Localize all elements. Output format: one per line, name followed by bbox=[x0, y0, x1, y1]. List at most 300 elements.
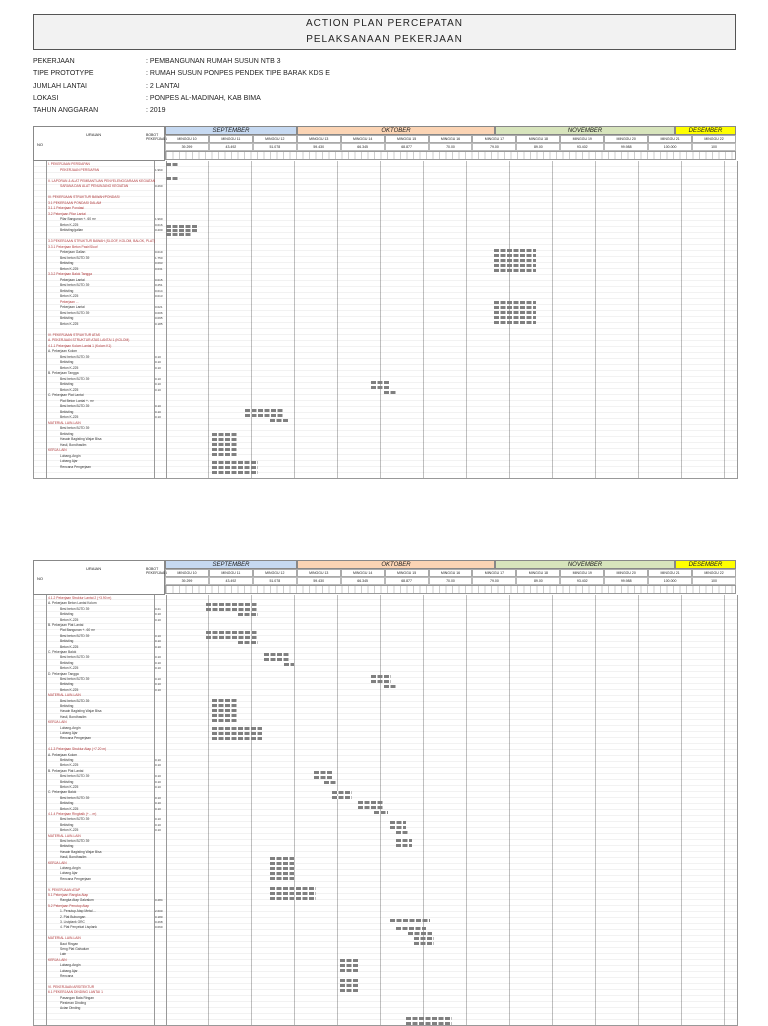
task-label: Bekisting bbox=[60, 316, 74, 320]
task-label: KERJA LAIN bbox=[48, 448, 67, 452]
task-label: KERJA LAIN bbox=[48, 720, 67, 725]
task-label: Bekisting bbox=[60, 382, 74, 386]
month-oktober: OKTOBER bbox=[297, 560, 495, 569]
task-label: Besi beton BJTD 39 bbox=[60, 404, 90, 408]
task-label: A. Pekerjaan Kolom bbox=[48, 349, 78, 353]
task-label: Beton K-225 bbox=[60, 785, 79, 789]
task-weight: 0.10 bbox=[155, 365, 161, 370]
info-label: LOKASI bbox=[33, 94, 59, 102]
task-weight: 0.21 bbox=[155, 606, 161, 611]
gantt-bar bbox=[358, 801, 384, 804]
info-label: PEKERJAAN bbox=[33, 58, 75, 65]
task-weight: 0.093 bbox=[155, 261, 163, 265]
week-label: MINGGU 18 bbox=[516, 135, 560, 143]
gantt-bar bbox=[166, 177, 179, 180]
gantt-bar bbox=[270, 887, 316, 890]
task-label: Pekerjaan Galian bbox=[60, 250, 86, 254]
task-label: Beton K-225 bbox=[60, 617, 79, 622]
gantt-bar bbox=[314, 771, 332, 774]
schedule-sheet-1 bbox=[33, 126, 736, 478]
task-weight: 0.10 bbox=[155, 660, 161, 665]
info-row bbox=[33, 56, 330, 68]
week-label: MINGGU 13 bbox=[297, 135, 341, 143]
gantt-bar bbox=[212, 433, 238, 436]
week-value: 93.402 bbox=[560, 143, 604, 151]
task-weight: 0.10 bbox=[155, 633, 161, 638]
week-label: MINGGU 22 bbox=[692, 135, 736, 143]
task-label: Besi beton BJTD 39 bbox=[60, 426, 90, 430]
task-weight: 0.10 bbox=[155, 795, 161, 800]
task-label: Besi beton BJTD 39 bbox=[60, 839, 90, 843]
week-value: 51.078 bbox=[253, 577, 297, 585]
week-value: 66.345 bbox=[341, 577, 385, 585]
info-row bbox=[33, 68, 330, 80]
gantt-bar bbox=[371, 381, 390, 384]
timeline-header bbox=[165, 560, 736, 595]
task-weight: 1.960 bbox=[155, 217, 163, 221]
task-label: 6.1 PEKERJAAN DINDING LANTAI 1 bbox=[48, 990, 103, 995]
task-label: 3.3.2 Pekerjaan Balok Tangga bbox=[48, 272, 92, 276]
gantt-bar bbox=[371, 386, 390, 389]
month-september: SEPTEMBER bbox=[165, 126, 297, 135]
week-value: 100 bbox=[692, 143, 736, 151]
week-value: 100 bbox=[692, 577, 736, 585]
info-value: : PEMBANGUNAN RUMAH SUSUN NTB 3 bbox=[146, 58, 281, 65]
col-bobot: BOBOT PEKERJAAN bbox=[146, 567, 167, 575]
gantt-bar bbox=[206, 608, 258, 611]
task-label: Baut Ringan bbox=[60, 941, 79, 946]
task-label: D. Pekerjaan Tangga bbox=[48, 671, 79, 676]
task-weight: 0.10 bbox=[155, 774, 161, 779]
task-label: Beton K-225 bbox=[60, 387, 79, 392]
gantt-bar bbox=[270, 897, 316, 900]
task-weight: 0.014 bbox=[155, 288, 163, 293]
task-weight: 0.10 bbox=[155, 644, 161, 649]
week-label: MINGGU 11 bbox=[209, 569, 253, 577]
task-label: B. Pekerjaan Tangga bbox=[48, 371, 79, 375]
week-value-row bbox=[165, 577, 736, 585]
month-november: NOVEMBER bbox=[495, 560, 675, 569]
task-label: Besi beton BJTD 39 bbox=[60, 774, 90, 779]
title-box bbox=[33, 14, 736, 50]
week-row bbox=[165, 135, 736, 143]
task-label: 3.3.1 Pekerjaan Beton Pasir/Sloof bbox=[48, 244, 98, 249]
task-label: Rangka Atap Galvalum bbox=[60, 898, 94, 903]
task-weight: 1.750 bbox=[155, 255, 163, 260]
gantt-bar bbox=[494, 254, 536, 257]
task-weight: 0.284 bbox=[155, 898, 163, 903]
task-label: Rencana Pengerjaan bbox=[60, 876, 91, 881]
week-value: 70.00 bbox=[429, 143, 473, 151]
task-label: Lubang-Angin bbox=[60, 963, 81, 968]
task-label: Plat Bangunan +- 60 m³ bbox=[60, 628, 95, 633]
week-label: MINGGU 14 bbox=[341, 135, 385, 143]
task-label: Lubang Ajar bbox=[60, 968, 78, 973]
task-label: Besi beton BJTD 39 bbox=[60, 283, 90, 287]
gantt-bar bbox=[166, 225, 198, 228]
task-label: 3.3 PEKERJAAN STRUKTUR BAWAH (SLOOF, KOLOM, BALOK, PLAT) bbox=[48, 239, 156, 243]
gantt-bar bbox=[340, 969, 358, 972]
task-label: 2. Plat Bubungan bbox=[60, 914, 86, 919]
week-value-row bbox=[165, 143, 736, 151]
task-label: Besi beton BJTD 39 bbox=[60, 795, 90, 800]
task-label: Pasangan Bata Ringan bbox=[60, 995, 94, 1000]
task-label: Bekisting bbox=[60, 409, 74, 414]
task-weight: 0.10 bbox=[155, 687, 161, 692]
task-label: SARANA DAN ALAT PENUNJANG KEGIATAN bbox=[60, 184, 129, 188]
task-label: Rencana Pengerjaan bbox=[60, 736, 91, 741]
task-label: 3.1 PEKERJAAN PONDASI DALAM bbox=[48, 200, 102, 205]
gantt-bar bbox=[212, 719, 238, 722]
task-weight: 0.015 bbox=[155, 277, 163, 282]
task-label: C. Pekerjaan Plat Lantai bbox=[48, 393, 84, 397]
gantt-bar bbox=[396, 927, 426, 930]
gantt-bar bbox=[270, 877, 296, 880]
task-label: Bekisting bbox=[60, 431, 74, 436]
week-label: MINGGU 16 bbox=[429, 569, 473, 577]
gantt-bar bbox=[264, 658, 289, 661]
task-weight: 0.200 bbox=[155, 228, 163, 232]
gantt-bar bbox=[340, 964, 358, 967]
week-value: 89.00 bbox=[516, 577, 560, 585]
week-value: 89.00 bbox=[516, 143, 560, 151]
week-label: MINGGU 22 bbox=[692, 569, 736, 577]
gantt-bar bbox=[166, 163, 179, 166]
col-uraian: URAIAN bbox=[86, 132, 102, 137]
week-label: MINGGU 20 bbox=[604, 135, 648, 143]
project-info bbox=[33, 56, 330, 117]
week-label: MINGGU 19 bbox=[560, 135, 604, 143]
gantt-bar bbox=[396, 839, 412, 842]
task-label: 1. Penutup Atap Metal ... bbox=[60, 909, 97, 914]
week-value: 79.00 bbox=[472, 577, 516, 585]
task-label: KERJA LAIN bbox=[48, 860, 67, 865]
task-label: Hasain Bagisting Wajar Bisa bbox=[60, 709, 102, 714]
task-label: Beton K-225 bbox=[60, 294, 79, 298]
gantt-bar bbox=[494, 264, 536, 267]
week-row bbox=[165, 569, 736, 577]
week-label: MINGGU 12 bbox=[253, 569, 297, 577]
gantt-bar bbox=[414, 937, 434, 940]
task-label: I. PEKERJAAN PERSIAPAN bbox=[48, 162, 90, 166]
task-weight: 0.10 bbox=[155, 382, 161, 386]
task-label: 5.1 Pekerjaan Rangka Atap bbox=[48, 893, 89, 897]
col-no: NO bbox=[37, 576, 43, 581]
task-weight: 0.060 bbox=[155, 925, 163, 930]
task-weight: 0.10 bbox=[155, 779, 161, 784]
week-value: 93.402 bbox=[560, 577, 604, 585]
task-label: V. PEKERJAAN ATAP bbox=[48, 887, 81, 892]
gantt-bar bbox=[206, 631, 258, 634]
task-label: 3.1.1 Pekerjaan Pondasi bbox=[48, 206, 84, 210]
week-value: 99.988 bbox=[604, 143, 648, 151]
task-label: Besi beton BJTD 39 bbox=[60, 633, 90, 638]
week-value: 100.000 bbox=[648, 143, 692, 151]
task-label: Bekisting bbox=[60, 639, 74, 644]
day-row bbox=[165, 151, 736, 160]
task-label: Besi beton BJTD 39 bbox=[60, 310, 90, 315]
gantt-bar bbox=[212, 732, 262, 735]
gantt-bar bbox=[270, 862, 296, 865]
gantt-bar bbox=[324, 781, 336, 784]
task-weight: 0.180 bbox=[155, 914, 163, 919]
week-value: 43.492 bbox=[209, 143, 253, 151]
gantt-bar bbox=[494, 321, 536, 324]
task-weight: 0.10 bbox=[155, 822, 161, 827]
task-label: Bekisting bbox=[60, 704, 74, 708]
month-desember: DESEMBER bbox=[675, 560, 736, 569]
col-no: NO bbox=[37, 142, 43, 147]
week-value: 59.430 bbox=[297, 143, 341, 151]
task-label: Rencana Pengerjaan bbox=[60, 464, 91, 469]
gantt-bar bbox=[494, 316, 536, 319]
task-weight: 0.10 bbox=[155, 404, 161, 408]
gantt-bar bbox=[374, 811, 388, 814]
gantt-bar bbox=[212, 443, 238, 446]
month-november: NOVEMBER bbox=[495, 126, 675, 135]
gantt-bar bbox=[270, 867, 296, 870]
week-value: 39.299 bbox=[165, 143, 209, 151]
task-weight: 1.960 bbox=[155, 167, 163, 172]
task-label: 4.1.2 Pekerjaan Struktur Lantai 2 (+3.90 m) bbox=[48, 596, 112, 600]
gantt-bar bbox=[494, 269, 536, 272]
week-value: 39.299 bbox=[165, 577, 209, 585]
task-weight: 0.185 bbox=[155, 321, 163, 326]
task-weight: 0.006 bbox=[155, 310, 163, 315]
gantt-bar bbox=[245, 414, 283, 417]
task-label: IV. PEKERJAAN STRUKTUR ATAS bbox=[48, 332, 100, 337]
info-row bbox=[33, 105, 330, 117]
gantt-bar bbox=[358, 806, 384, 809]
task-label: Rencana bbox=[60, 974, 74, 978]
task-weight: 0.10 bbox=[155, 682, 161, 687]
task-label: Bekisting bbox=[60, 682, 74, 687]
task-label: III. PEKERJAAN STRUKTUR BAWAH/PONDASI bbox=[48, 195, 120, 199]
task-weight: 0.095 bbox=[155, 316, 163, 320]
task-label: Beton K-225 bbox=[60, 321, 79, 326]
info-value: : 2 LANTAI bbox=[146, 82, 180, 90]
task-weight: 0.10 bbox=[155, 360, 161, 364]
gantt-bar bbox=[332, 791, 352, 794]
task-weight: 0.10 bbox=[155, 801, 161, 806]
gantt-bar bbox=[494, 306, 536, 309]
task-label: 4.1.3 Pekerjaan Struktur Atap (+7.20 m) bbox=[48, 747, 107, 752]
gantt-bar bbox=[494, 301, 536, 304]
month-september: SEPTEMBER bbox=[165, 560, 297, 569]
task-label: KERJA LAIN bbox=[48, 957, 67, 962]
task-label: MATERIAL LAIN-LAIN bbox=[48, 693, 81, 698]
task-label: Lubang-Angin bbox=[60, 453, 81, 458]
task-weight: 0.10 bbox=[155, 639, 161, 644]
task-label: Hasil, Bondhasilm bbox=[60, 855, 87, 860]
gantt-bar bbox=[166, 233, 192, 236]
task-label: PEKERJAAN PERSIAPAN bbox=[60, 167, 100, 172]
task-label: C. Pekerjaan Balok bbox=[48, 790, 77, 795]
gantt-bar bbox=[494, 259, 536, 262]
task-label: A. Pekerjaan Beton Lantai Kolom bbox=[48, 601, 97, 606]
task-label: Besi beton BJTD 39 bbox=[60, 677, 90, 681]
gantt-bar bbox=[371, 680, 391, 683]
gantt-bar bbox=[238, 641, 258, 644]
task-label: Bekisting bbox=[60, 660, 74, 665]
info-label: TIPE PROTOTYPE bbox=[33, 70, 94, 78]
task-label: Besi beton BJTD 39 bbox=[60, 606, 90, 611]
task-label: Plesteran Dinding bbox=[60, 1001, 87, 1005]
gantt-bar bbox=[206, 603, 258, 606]
task-weight: 0.251 bbox=[155, 283, 163, 287]
task-label: Lubang-Angin bbox=[60, 725, 81, 730]
week-label: MINGGU 17 bbox=[472, 135, 516, 143]
task-weight: 0.10 bbox=[155, 817, 161, 822]
task-label: Hasain Bagisting Wajar Bisa bbox=[60, 437, 102, 441]
task-weight: 0.10 bbox=[155, 763, 161, 768]
gantt-bar bbox=[245, 409, 283, 412]
week-label: MINGGU 17 bbox=[472, 569, 516, 577]
task-weight: 0.10 bbox=[155, 828, 161, 833]
gantt-bar bbox=[212, 466, 258, 469]
gantt-bar bbox=[238, 613, 258, 616]
task-label: 5.2 Pekerjaan Penutup Atap bbox=[48, 903, 90, 908]
week-label: MINGGU 21 bbox=[648, 569, 692, 577]
gantt-bar bbox=[212, 438, 238, 441]
task-label: Bekisting bbox=[60, 758, 74, 762]
week-value: 68.877 bbox=[385, 577, 429, 585]
gantt-bar bbox=[212, 699, 238, 702]
gantt-bar bbox=[340, 979, 358, 982]
task-label: Seng Plat Galvalum bbox=[60, 947, 90, 951]
gantt-bar bbox=[212, 453, 238, 456]
task-label: II. LAPORAN & ALAT PEMBANTUAN PENYELENGGARAAN KEGIATAN bbox=[48, 178, 156, 183]
week-label: MINGGU 15 bbox=[385, 135, 429, 143]
gantt-bar bbox=[264, 653, 289, 656]
task-label: Plat Beton Lantai +- m³ bbox=[60, 398, 94, 403]
task-label: Beton K-225 bbox=[60, 222, 79, 227]
gantt-bar bbox=[390, 826, 406, 829]
gantt-bar bbox=[494, 311, 536, 314]
task-weight: 0.031 bbox=[155, 266, 163, 271]
gantt-bar bbox=[284, 663, 294, 666]
week-label: MINGGU 10 bbox=[165, 569, 209, 577]
info-row bbox=[33, 93, 330, 105]
gantt-bar bbox=[270, 892, 316, 895]
task-weight: 0.10 bbox=[155, 612, 161, 617]
gantt-bar bbox=[494, 249, 536, 252]
task-label: B. Pekerjaan Plat Lantai bbox=[48, 768, 84, 773]
week-label: MINGGU 11 bbox=[209, 135, 253, 143]
task-weight: 0.10 bbox=[155, 376, 161, 381]
info-value: : PONPES AL-MADINAH, KAB BIMA bbox=[146, 94, 261, 102]
table-header-left bbox=[33, 560, 165, 595]
task-weight: 0.268 bbox=[155, 920, 163, 924]
task-weight: 0.019 bbox=[155, 250, 163, 254]
task-weight: 2.600 bbox=[155, 909, 163, 914]
week-label: MINGGU 13 bbox=[297, 569, 341, 577]
info-label: JUMLAH LANTAI bbox=[33, 82, 87, 90]
gantt-bar bbox=[390, 821, 406, 824]
week-value: 66.345 bbox=[341, 143, 385, 151]
task-label: 4. Plat Penyekat Lisplank bbox=[60, 925, 98, 930]
task-label: MATERIAL LAIN-LAIN bbox=[48, 936, 81, 941]
month-oktober: OKTOBER bbox=[297, 126, 495, 135]
gantt-bar bbox=[340, 984, 358, 987]
task-weight: 0.10 bbox=[155, 409, 161, 414]
task-weight: 0.10 bbox=[155, 806, 161, 811]
gantt-bar bbox=[340, 989, 358, 992]
week-label: MINGGU 16 bbox=[429, 135, 473, 143]
task-label: 4.1.4 Pekerjaan Ringbalk (+... m) bbox=[48, 812, 97, 816]
task-label: 3. Listplank GRC bbox=[60, 920, 85, 924]
gantt-bar bbox=[206, 636, 258, 639]
task-label: Besi beton BJTD 39 bbox=[60, 655, 90, 660]
schedule-body bbox=[33, 595, 738, 1026]
task-label: Beton K-225 bbox=[60, 687, 79, 692]
month-desember: DESEMBER bbox=[675, 126, 736, 135]
gantt-bar bbox=[212, 448, 238, 451]
task-label: Beton K-225 bbox=[60, 828, 79, 833]
task-label: Lubang Ajar bbox=[60, 731, 78, 735]
schedule-body bbox=[33, 161, 738, 479]
task-label: Hasil, Bondhasilm bbox=[60, 714, 87, 719]
title-line-2: PELAKSANAAN PEKERJAAN bbox=[306, 34, 463, 45]
task-label: Pekerjaan Lantai bbox=[60, 277, 85, 282]
gantt-bar bbox=[212, 704, 238, 707]
gantt-bar bbox=[396, 831, 408, 834]
task-label: Bekisting bbox=[60, 288, 74, 293]
task-label: 4.1.1 Pekerjaan Kolom Lantai 1 (Kolom K1) bbox=[48, 343, 112, 348]
task-label: Besi beton BJTD 39 bbox=[60, 817, 90, 822]
gantt-bar bbox=[340, 959, 358, 962]
task-weight: 0.10 bbox=[155, 666, 161, 671]
week-value: 68.877 bbox=[385, 143, 429, 151]
gantt-bar bbox=[414, 942, 434, 945]
week-value: 59.430 bbox=[297, 577, 341, 585]
info-value: : RUMAH SUSUN PONPES PENDEK TIPE BARAK KDS E bbox=[146, 70, 330, 78]
task-weight: 0.021 bbox=[155, 305, 163, 309]
task-label: VI. PEKERJAAN ARSITEKTUR bbox=[48, 984, 95, 989]
task-label: Beton K-225 bbox=[60, 415, 79, 419]
task-label: Beton K-225 bbox=[60, 806, 79, 811]
task-weight: 0.10 bbox=[155, 785, 161, 789]
task-label: A. PEKERJAAN STRUKTUR ATAS LANTAI 1 (KOLOM) bbox=[48, 338, 130, 342]
week-value: 100.000 bbox=[648, 577, 692, 585]
gantt-bar bbox=[212, 471, 258, 474]
task-label: Besi beton BJTD 39 bbox=[60, 698, 90, 703]
task-label: Beton K-225 bbox=[60, 763, 79, 768]
week-label: MINGGU 14 bbox=[341, 569, 385, 577]
task-label: Besi beton BJTD 39 bbox=[60, 376, 90, 381]
schedule-sheet-2 bbox=[33, 560, 736, 1024]
gantt-bar bbox=[332, 796, 352, 799]
task-label: Bekisting bbox=[60, 822, 74, 827]
gantt-bar bbox=[270, 857, 296, 860]
title-line-1: ACTION PLAN PERCEPATAN bbox=[305, 18, 464, 29]
gantt-bar bbox=[212, 727, 262, 730]
task-weight: 0.10 bbox=[155, 758, 161, 762]
gantt-bar bbox=[396, 844, 412, 847]
task-label: Lubang-Angin bbox=[60, 866, 81, 870]
task-label: B. Pekerjaan Plat Lantai bbox=[48, 623, 84, 627]
gantt-bar bbox=[408, 932, 432, 935]
gantt-bar bbox=[212, 461, 258, 464]
week-value: 70.00 bbox=[429, 577, 473, 585]
task-weight: 0.10 bbox=[155, 677, 161, 681]
week-value: 79.00 bbox=[472, 143, 516, 151]
task-label: A. Pekerjaan Kolom bbox=[48, 752, 78, 757]
task-weight: 0.10 bbox=[155, 655, 161, 660]
gantt-bar bbox=[384, 685, 396, 688]
timeline-header bbox=[165, 126, 736, 161]
info-row bbox=[33, 81, 330, 93]
